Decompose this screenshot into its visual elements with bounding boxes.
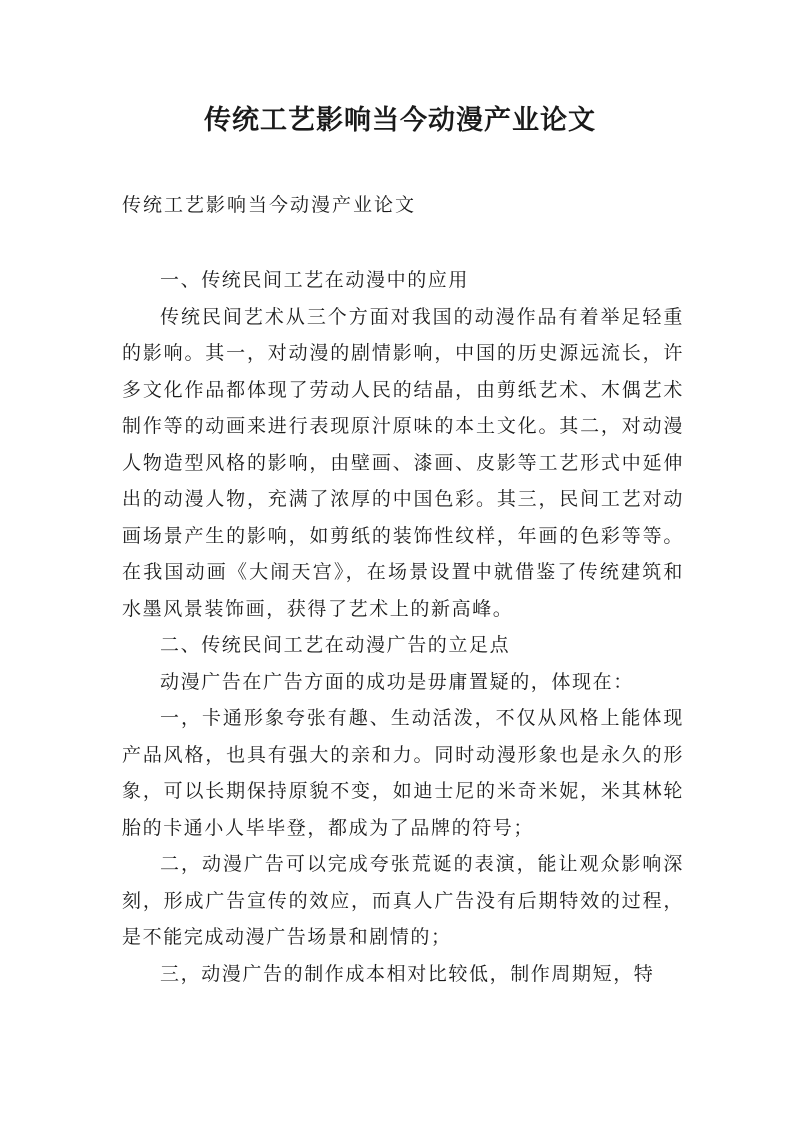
- section-heading: 一、传统民间工艺在动漫中的应用: [160, 269, 470, 291]
- document-body: [122, 262, 684, 992]
- paragraph: 三，动漫广告的制作成本相对比较低，制作周期短，特: [160, 962, 655, 985]
- paragraph: 一，卡通形象夸张有趣、生动活泼，不仅从风格上能体现产品风格，也具有强大的亲和力。同时动漫形象也是永久的形象，可以长期保持原貌不变，如迪士尼的米奇米妮，米其林轮胎的卡通小人毕毕登，都成为了品牌的符号；: [122, 707, 684, 839]
- paragraph: 传统民间艺术从三个方面对我国的动漫作品有着举足轻重的影响。其一，对动漫的剧情影响，中国的历史源远流长，许多文化作品都体现了劳动人民的结晶，由剪纸艺术、木偶艺术制作等的动画来进行表现原汁原味的本土文化。其二，对动漫人物造型风格的影响，由壁画、漆画、皮影等工艺形式中延伸出的动漫人物，充满了浓厚的中国色彩。其三，民间工艺对动画场景产生的影响，如剪纸的装饰性纹样，年画的色彩等等。在我国动画《大闹天宫》，在场景设置中就借鉴了传统建筑和水墨风景装饰画，获得了艺术上的新高峰。: [122, 305, 684, 620]
- paragraph: 二，动漫广告可以完成夸张荒诞的表演，能让观众影响深刻，形成广告宣传的效应，而真人广告没有后期特效的过程，是不能完成动漫广告场景和剧情的；: [122, 853, 684, 948]
- document-subtitle: 传统工艺影响当今动漫产业论文: [122, 194, 417, 216]
- section-heading: 二、传统民间工艺在动漫广告的立足点: [160, 634, 511, 656]
- page-title: 传统工艺影响当今动漫产业论文: [204, 105, 596, 136]
- paragraph: 动漫广告在广告方面的成功是毋庸置疑的，体现在：: [160, 670, 634, 693]
